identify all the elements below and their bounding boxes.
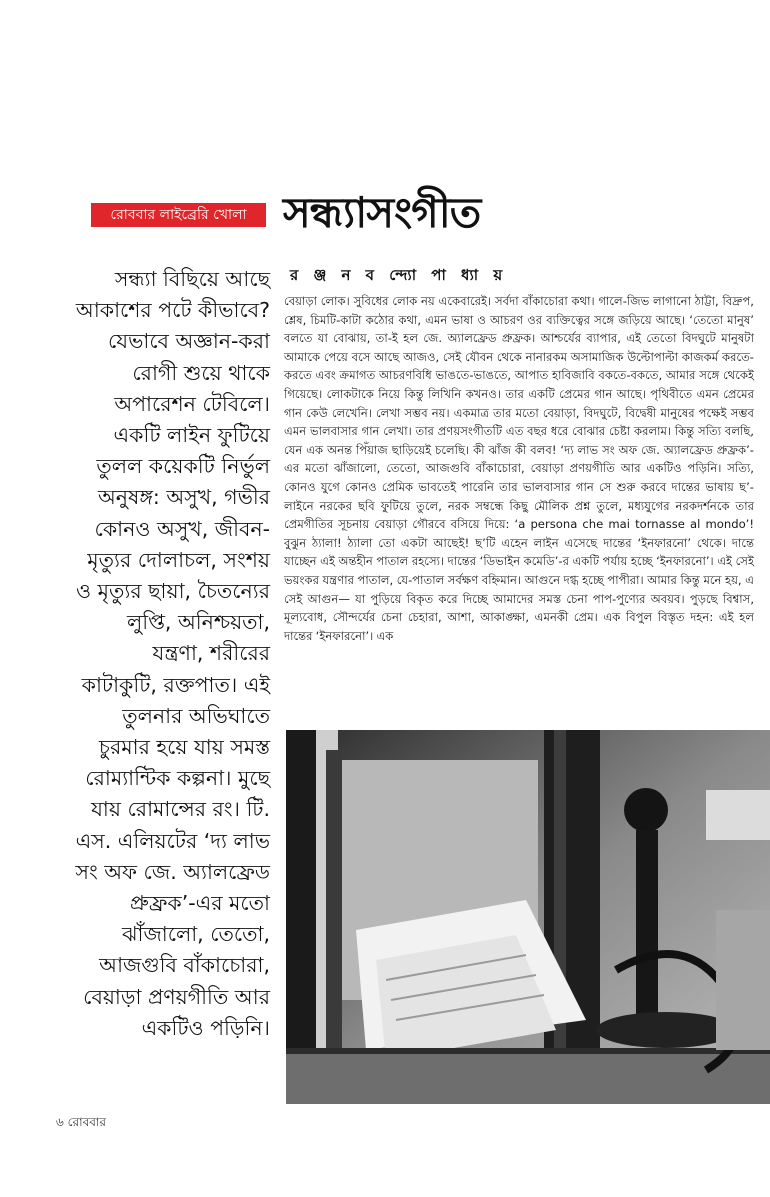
section-tag: রোববার লাইব্রেরি খোলা — [91, 203, 266, 227]
pull-quote: সন্ধ্যা বিছিয়ে আছে আকাশের পটে কীভাবে? যেভাবে অজ্ঞান-করা রোগী শুয়ে থাকে অপারেশন টেবিলে। একটি লাইন ফুটিয়ে তুলল কয়েকটি নির্ভুল অনুষঙ্গ: অসুখ, গভীর কোনও অসুখ, জীবন-মৃত্যুর দোলাচল, সংশয় ও মৃত্যুর ছায়া, চৈতন্যের লুপ্তি, অনিশ্চয়তা, যন্ত্রণা, শরীরের কাটাকুটি, রক্তপাত। এই তুলনার অভিঘাতে চুরমার হয়ে যায় সমস্ত রোম্যান্টিক কল্পনা। মুছে যায় রোমান্সের রং। টি. এস. এলিয়টের ‘দ্য লাভ সং অফ জে. অ্যালফ্রেড প্রুফ্রক’-এর মতো ঝাঁজালো, তেতো, আজগুবি বাঁকাচোরা, বেয়াড়া প্রণয়গীতি আর একটিও পড়িনি। — [75, 267, 270, 1040]
article-title: সন্ধ্যাসংগীত — [283, 188, 481, 237]
page-folio: ৬ রোববার — [56, 1115, 107, 1129]
article-photo — [286, 730, 770, 1104]
article-body: বেয়াড়া লোক। সুবিধের লোক নয় একেবারেই। সর্বদা বাঁকাচোরা কথা। গালে-জিভ লাগানো ঠাট্টা, বিদ্রুপ, শ্লেষ, চিমটি-কাটা কঠোর কথা, এমন ভাষা ও আচরণ ওর ব্যক্তিত্বের সঙ্গে জড়িয়ে আছে। ‘তেতো মানুষ’ বলতে যা বোঝায়, তা-ই হল জে. অ্যালফ্রেড প্রুফ্রক। আশ্চর্যের ব্যাপার, এই তেতো বিদঘুটে মানুষটা আমাকে পেয়ে বসে আছে আজও, সেই যৌবন থেকে নানারকম অসামাজিক উল্টোপাল্টা কাজকর্ম করতে-করতে এবং ক্রমাগত আচরণবিধি ভাঙতে-ভাঙতে, আপাত হাবিজাবি বকতে-বকতে, আমার সঙ্গে থেকেই গিয়েছে। লোকটাকে নিয়ে কিন্তু লিখিনি কখনও। তার একটি প্রেমের গান আছে। পৃথিবীতে এমন প্রেমের গান কেউ লেখেনি। লেখা সম্ভব নয়। একমাত্র তার মতো বেয়াড়া, বিদঘুটে, বিদ্বেষী মানুষের পক্ষেই সম্ভব এমন ভালবাসার গান লেখা। তার প্রণয়সংগীতটি এত বছর ধরে বোঝার চেষ্টা করলাম। কিন্তু সত্যি বলছি, যেন এক অনন্ত পিঁয়াজ ছাড়িয়েই চলেছি। কী ঝাঁজ কী বলব! ‘দ্য লাভ সং অফ জে. অ্যালফ্রেড প্রুফ্রক’-এর মতো ঝাঁজালো, তেতো, আজগুবি বাঁকাচোরা, বেয়াড়া প্রণয়গীতি আর একটিও পড়িনি। সত্যি, কোনও যুগে কোনও প্রেমিক ভাবতেই পারেনি তার ভালবাসার গান সে শুরু করবে দান্তের ভাষায় ছ’-লাইনে নরকের ছবি ফুটিয়ে তুলে, নরক সম্বন্ধে কিছু মৌলিক প্রশ্ন তুলে, মধ্যযুগের নরকদর্শনকে তার প্রেমগীতির সূচনায় বেয়াড়া গৌরবে বসিয়ে দিয়ে: ‘a persona che mai tornasse al mondo’! বুঝুন ঠ্যালা! ঠ্যালা তো একটা আছেই! ছ’টি এহেন লাইন এসেছে দান্তের ‘ইনফারনো’ থেকে। দান্তে যাচ্ছেন এই অন্তহীন পাতাল রহস্যে। দান্তের ‘ডিভাইন কমেডি’-র একটি পর্যায় হচ্ছে ‘ইনফারনো’। এই সেই ভয়ংকর যন্ত্রণার পাতাল, যে-পাতাল সর্বক্ষণ বহ্নিমান। আগুনে দগ্ধ হচ্ছে পাপীরা। আমার কিন্তু মনে হয়, এ সেই আগুন— যা পুড়িয়ে বিকৃত করে দিচ্ছে আমাদের সমস্ত চেনা পাপ-পুণ্যের অবয়ব। পুড়ছে বিশ্বাস, মূল্যবোধ, সৌন্দর্যের চেনা চেহারা, আশা, আকাঙ্ক্ষা, এমনকী প্রেম। এক বিপুল বিস্তৃত দহন: এই হল দান্তের ‘ইনফারনো’। এক — [284, 294, 754, 643]
author-byline: র ঞ্জ ন ব ন্দ্যো পা ধ্যা য় — [290, 266, 508, 284]
